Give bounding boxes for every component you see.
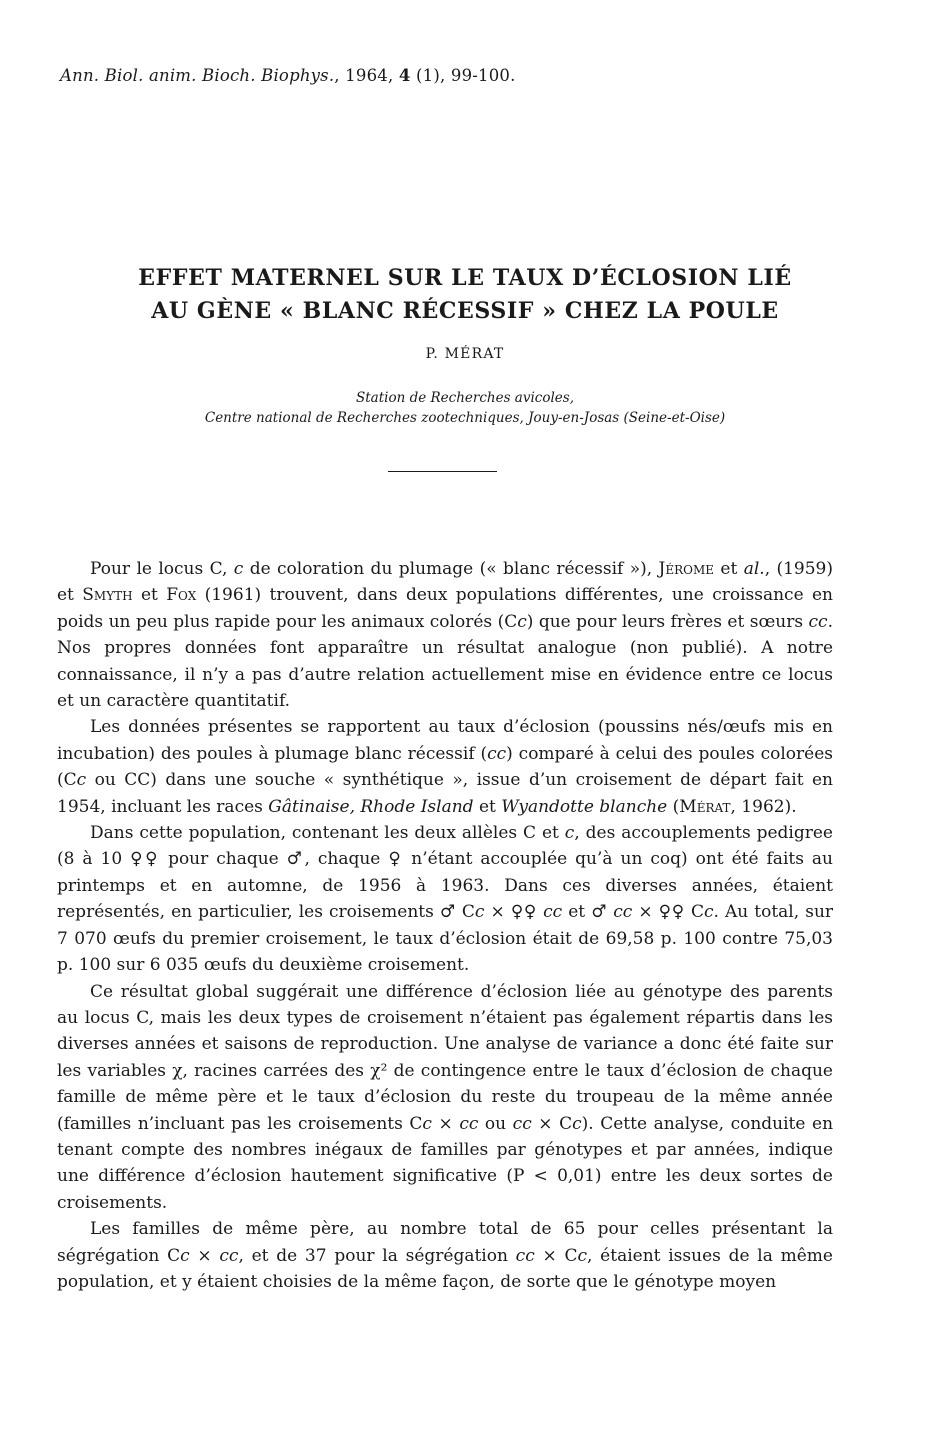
affiliation-line-2: Centre national de Recherches zootechniques, Jouy-en-Josas (Seine-et-Oise) <box>204 410 726 426</box>
paragraph-4: Ce résultat global suggérait une différence d’éclosion liée au génotype des parents au locus C, mais les deux types de croisement n’étaient pas également répartis dans les diverses années et saisons de reproduction. Une analyse de variance a donc été faite sur les variables χ, racines carrées des χ² de contingence entre le taux d’éclosion de chaque famille de même père et le taux d’éclosion du reste du troupeau de la même année (familles n’incluant pas les croisements Cc × cc ou cc × Cc). Cette analyse, conduite en tenant compte des nombres inégaux de familles par génotypes et par années, indique une différence d’éclosion hautement significative (P < 0,01) entre les deux sortes de croisements. <box>57 981 834 1213</box>
journal-volume: 4 <box>398 66 411 85</box>
paragraph-2: Les données présentes se rapportent au taux d’éclosion (poussins nés/œufs mis en incubation) des poules à plumage blanc récessif (cc) comparé à celui des poules colorées (Cc ou CC) dans une souche « synthétique », issue d’un croisement de départ fait en 1954, incluant les races Gâtinaise, Rhode Island et Wyandotte blanche (Mérat, 1962). <box>57 717 834 817</box>
paragraph-1: Pour le locus C, c de coloration du plumage (« blanc récessif »), Jérome et al., (1959) et Smyth et Fox (1961) trouvent, dans deux populations différentes, une croissance en poids un peu plus rapide pour les animaux colorés (Cc) que pour leurs frères et sœurs cc. Nos propres données font apparaître un résultat analogue (non publié). A notre connaissance, il n’y a pas d’autre relation actuellement mise en évidence entre ce locus et un caractère quantitatif. <box>57 559 834 712</box>
title-line-2: AU GÈNE « BLANC RÉCESSIF » CHEZ LA POULE <box>151 298 779 324</box>
journal-citation <box>60 66 516 85</box>
article-body <box>57 556 833 1295</box>
author: P. MÉRAT <box>425 346 505 362</box>
title-line-1: EFFET MATERNEL SUR LE TAUX D’ÉCLOSION LIÉ <box>138 265 792 291</box>
affiliation <box>60 388 870 428</box>
paragraph-5: Les familles de même père, au nombre total de 65 pour celles présentant la ségrégation Cc × cc, et de 37 pour la ségrégation cc × Cc, étaient issues de la même population, et y étaient choisies de la même façon, de sorte que le génotype moyen <box>57 1219 833 1292</box>
title-separator-rule <box>388 471 497 472</box>
paragraph-3: Dans cette population, contenant les deux allèles C et c, des accouplements pedigree (8 à 10 ♀♀ pour chaque ♂, chaque ♀ n’étant accouplée qu’à un coq) ont été faits au printemps et en automne, de 1956 à 1963. Dans ces diverses années, étaient représentés, en particulier, les croisements ♂ Cc × ♀♀ cc et ♂ cc × ♀♀ Cc. Au total, sur 7 070 œufs du premier croisement, le taux d’éclosion était de 69,58 p. 100 contre 75,03 p. 100 sur 6 035 œufs du deuxième croisement. <box>57 823 834 976</box>
journal-year: , 1964, <box>334 66 399 85</box>
article-title <box>60 262 870 328</box>
journal-issue-pages: (1), 99-100. <box>410 66 516 85</box>
affiliation-line-1: Station de Recherches avicoles, <box>355 390 575 406</box>
journal-name: Ann. Biol. anim. Bioch. Biophys. <box>60 66 335 85</box>
